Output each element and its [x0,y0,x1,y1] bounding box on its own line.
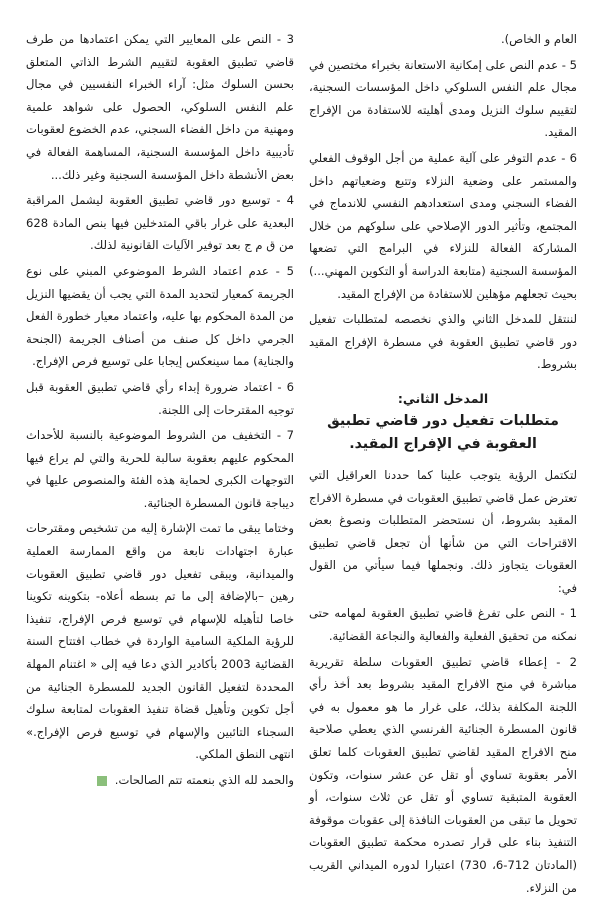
paragraph-section-intro: لتكتمل الرؤية يتوجب علينا كما حددنا العراقيل التي تعترض عمل قاضي تطبيق العقوبات في مسطرة الافراج المقيد بشروط، أن نستحضر المتطلبات ونصوغ بعض الاقتراحات التي من شأنها أن تجعل قاضي تطبيق العقوبات يتجاوز ذلك. ونجملها فيما سيأتي من القول في: [309,467,577,595]
section-heading [309,388,577,456]
paragraph-intro-tail: العام و الخاص). [500,32,577,46]
section-label: المدخل الثاني: [397,390,489,406]
paragraph-proposal-7: 7 - التخفيف من الشروط الموضوعية بالنسبة للأحداث المحكوم عليهم بعقوبة سالبة للحرية والتي لم يراع فيها التوجهات الكبرى لحماية هذه الفئة والمنصوص عليها في ديباجة قانون المسطرة الجنائية. [26,428,294,510]
paragraph-obstacle-6: 6 - عدم التوفر على آلية عملية من أجل الوقوف الفعلي والمستمر على وضعية النزلاء وتتبع وضعياتهم داخل الفضاء السجني ومدى استعدادهم النفسي للاندماج في المجتمع، وتأثير الدور الإصلاحي على سلوكهم من خلال المشاركة الفعالة للنزلاء في البرامج التي تضعها المؤسسة السجنية (متابعة الدراسة أو التكوين المهني...) بحيث تجعلهم مؤهلين للاستفادة من الإفراج المقيد. [309,150,577,301]
paragraph-transition: لننتقل للمدخل الثاني والذي نخصصه لمتطلبات تفعيل دور قاضي تطبيق العقوبة في مسطرة الإفراج المقيد بشروط. [309,312,577,372]
closing-text: والحمد لله الذي بنعمته تتم الصالحات. [114,773,294,787]
section-title: متطلبات تفعيل دور قاضي تطبيق العقوبة في الإفراج المقيد. [327,412,559,452]
paragraph-conclusion: وختاما يبقى ما تمت الإشارة إليه من تشخيص ومقترحات عبارة اجتهادات نابعة من واقع الممارسة العملية والميدانية، ويبقى تفعيل دور قاضي تطبيق العقوبات رهين –بالإضافة إلى ما تم بسطه أعلاه- بتكوينه تكوينا خاصا لتأهيله للإسهام في توسيع فرص الإفراج، تنفيذا للرؤية الملكية السامية الواردة في خطاب افتتاح السنة القضائية 2003 بأكادير الذي دعا فيه إلى « اغتنام المهلة المحددة لتفعيل القانون الجديد للمسطرة الجنائية من أجل تكوين وتأهيل قضاة تنفيذ العقوبات لمتابعة سلوك السجناء التائبين والإسهام في توسيع فرص الإفراج.» انتهى النطق الملكي. [26,521,294,762]
paragraph-proposal-5: 5 - عدم اعتماد الشرط الموضوعي المبني على نوع الجريمة كمعيار لتحديد المدة التي يجب أن يقضيها النزيل من المدة المحكوم بها عليه، واعتماد معيار خطورة الفعل الجرمي داخل كل صنف من أصناف الجريمة (الجنحة والجناية) مما سينعكس إيجابا على توسيع فرص الإفراج. [26,263,294,369]
paragraph-proposal-1: 1 - النص على تفرغ قاضي تطبيق العقوبة لمهامه حتى نمكنه من تحقيق الفعلية والفعالية والنجاعة القضائية. [309,606,577,644]
paragraph-proposal-6: 6 - اعتماد ضرورة إبداء رأي قاضي تطبيق العقوبة قبل توجيه المقترحات إلى اللجنة. [26,379,294,417]
left-column [26,28,294,795]
paragraph-proposal-2: 2 - إعطاء قاضي تطبيق العقوبات سلطة تقريرية مباشرة في منح الافراج المقيد بشروط بعد أخذ رأي اللجنة المكلفة بذلك، على غرار ما هو معمول به في قانون المسطرة الجنائية الفرنسي الذي يعطي صلاحية منح الافراج المقيد لقاضي تطبيق العقوبات كلما تعلق الأمر بعقوبة تساوي أو تقل عن عشر سنوات، وتكون العقوبة المتبقية تساوي أو تقل عن ثلاث سنوات، أو تحويل ما تبقى من العقوبات النافذة إلى عقوبات موقوفة التنفيذ بناء على قرار تصدره محكمة تطبيق العقوبات (المادتان 712-6، 730) اعتبارا لدوره الميداني القريب من النزلاء. [309,654,577,895]
end-of-article-square-icon [97,776,107,786]
closing-line [26,769,294,792]
paragraph-obstacle-5: 5 - عدم النص على إمكانية الاستعانة بخبراء مختصين في مجال علم النفس السلوكي داخل المؤسسات السجنية، لتقييم سلوك النزيل ومدى أهليته للاستفادة من الإفراج المقيد. [309,57,577,140]
paragraph-proposal-4: 4 - توسيع دور قاضي تطبيق العقوبة ليشمل المراقبة البعدية على غرار باقي المتدخلين فيها بنص المادة 628 من ق م ج بعد توفير الآليات القانونية لذلك. [26,193,294,253]
paragraph-proposal-3: 3 - النص على المعايير التي يمكن اعتمادها من طرف قاضي تطبيق العقوبة لتقييم الشرط الذاتي المتعلق بحسن السلوك مثل: آراء الخبراء النفسيين في مجال علم النفس السلوكي، الحصول على شواهد علمية ومهنية من داخل الفضاء السجني، عدم الخضوع لعقوبات تأديبية داخل المؤسسة السجنية، المساهمة الفعالة في بعض الأنشطة داخل المؤسسة السجنية وغير ذلك... [26,32,294,182]
right-column [309,28,577,902]
